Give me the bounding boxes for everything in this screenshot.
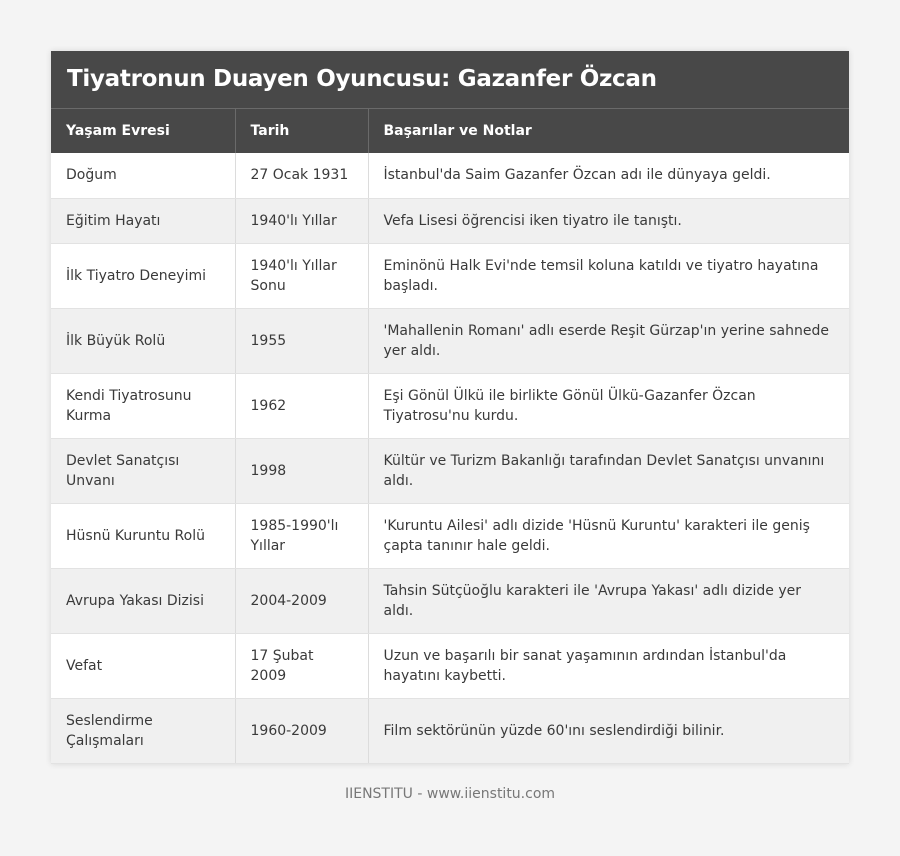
cell-stage: Avrupa Yakası Dizisi — [51, 568, 235, 633]
cell-stage: Doğum — [51, 153, 235, 198]
column-header-notes: Başarılar ve Notlar — [368, 109, 849, 153]
cell-notes: Tahsin Sütçüoğlu karakteri ile 'Avrupa Yakası' adlı dizide yer aldı. — [368, 568, 849, 633]
cell-notes: Kültür ve Turizm Bakanlığı tarafından Devlet Sanatçısı unvanını aldı. — [368, 438, 849, 503]
table-row — [51, 198, 849, 243]
cell-date: 1962 — [235, 373, 368, 438]
cell-stage: Vefat — [51, 633, 235, 698]
table-header-row — [51, 109, 849, 153]
cell-date: 1960-2009 — [235, 698, 368, 763]
cell-stage: İlk Büyük Rolü — [51, 308, 235, 373]
cell-stage: Eğitim Hayatı — [51, 198, 235, 243]
column-header-date: Tarih — [235, 109, 368, 153]
cell-notes: İstanbul'da Saim Gazanfer Özcan adı ile dünyaya geldi. — [368, 153, 849, 198]
table-row — [51, 373, 849, 438]
cell-date: 27 Ocak 1931 — [235, 153, 368, 198]
table-row — [51, 153, 849, 198]
table-row — [51, 308, 849, 373]
footer-credit: IIENSTITU - www.iienstitu.com — [344, 786, 556, 802]
cell-notes: Uzun ve başarılı bir sanat yaşamının ardından İstanbul'da hayatını kaybetti. — [368, 633, 849, 698]
cell-notes: Eşi Gönül Ülkü ile birlikte Gönül Ülkü-Gazanfer Özcan Tiyatrosu'nu kurdu. — [368, 373, 849, 438]
page-title: Tiyatronun Duayen Oyuncusu: Gazanfer Özcan — [51, 51, 849, 109]
column-header-stage: Yaşam Evresi — [51, 109, 235, 153]
cell-date: 17 Şubat 2009 — [235, 633, 368, 698]
table-row — [51, 438, 849, 503]
table-row — [51, 243, 849, 308]
cell-notes: 'Mahallenin Romanı' adlı eserde Reşit Gürzap'ın yerine sahnede yer aldı. — [368, 308, 849, 373]
cell-stage: Seslendirme Çalışmaları — [51, 698, 235, 763]
cell-stage: Kendi Tiyatrosunu Kurma — [51, 373, 235, 438]
cell-date: 1940'lı Yıllar Sonu — [235, 243, 368, 308]
table-card — [51, 51, 849, 764]
cell-stage: Hüsnü Kuruntu Rolü — [51, 503, 235, 568]
timeline-table — [51, 109, 849, 764]
cell-stage: Devlet Sanatçısı Unvanı — [51, 438, 235, 503]
table-row — [51, 698, 849, 763]
cell-date: 1955 — [235, 308, 368, 373]
table-row — [51, 503, 849, 568]
cell-notes: Eminönü Halk Evi'nde temsil koluna katıldı ve tiyatro hayatına başladı. — [368, 243, 849, 308]
table-row — [51, 568, 849, 633]
cell-notes: Film sektörünün yüzde 60'ını seslendirdiği bilinir. — [368, 698, 849, 763]
cell-notes: Vefa Lisesi öğrencisi iken tiyatro ile tanıştı. — [368, 198, 849, 243]
table-row — [51, 633, 849, 698]
cell-date: 1998 — [235, 438, 368, 503]
cell-date: 1940'lı Yıllar — [235, 198, 368, 243]
cell-date: 2004-2009 — [235, 568, 368, 633]
cell-stage: İlk Tiyatro Deneyimi — [51, 243, 235, 308]
cell-date: 1985-1990'lı Yıllar — [235, 503, 368, 568]
cell-notes: 'Kuruntu Ailesi' adlı dizide 'Hüsnü Kuruntu' karakteri ile geniş çapta tanınır hale geldi. — [368, 503, 849, 568]
